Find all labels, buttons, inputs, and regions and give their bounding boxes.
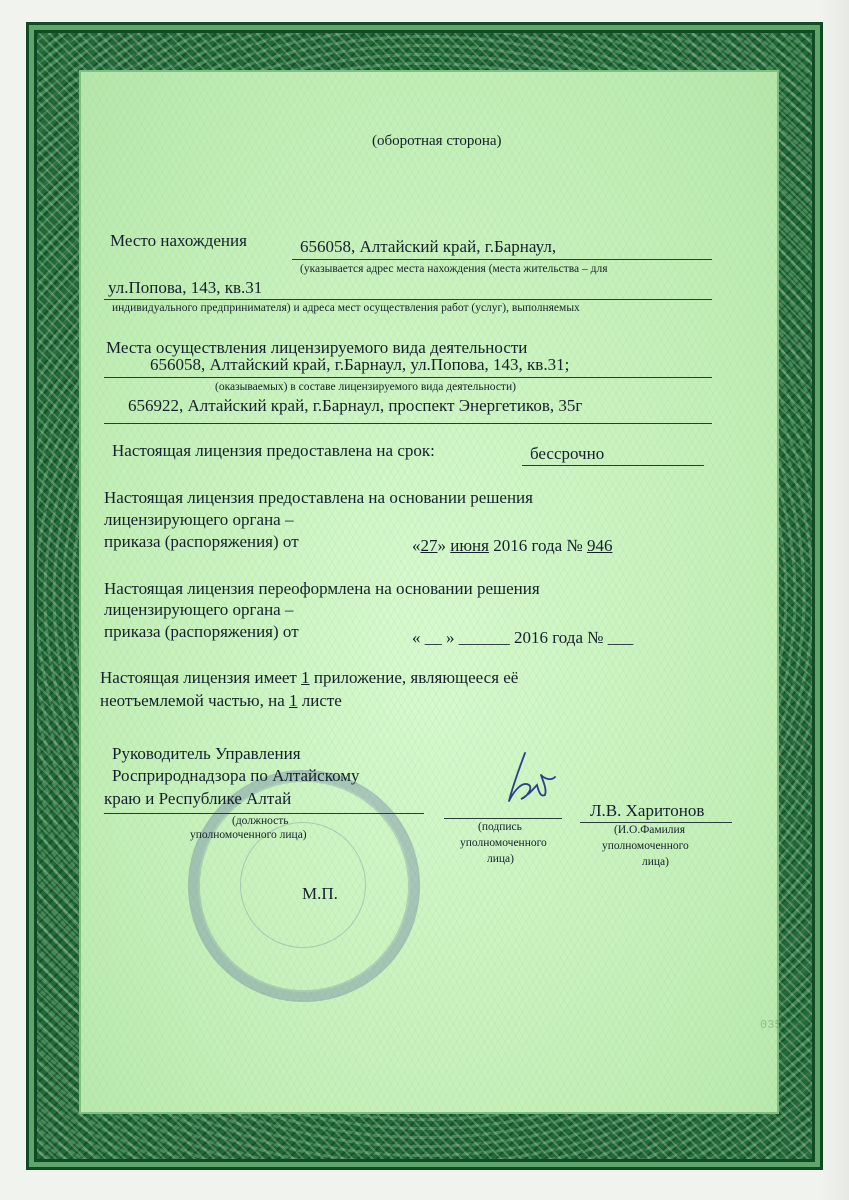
basis-line2: лицензирующего органа –: [104, 510, 294, 529]
location-line2: ул.Попова, 143, кв.31: [108, 278, 263, 297]
appendix-line1: Настоящая лицензия имеет 1 приложение, являющееся её: [100, 668, 519, 687]
reissue-line2: лицензирующего органа –: [104, 600, 294, 619]
reissue-line1: Настоящая лицензия переоформлена на основании решения: [104, 579, 540, 598]
name-hint2: уполномоченного: [602, 840, 689, 852]
name-hint3: лица): [642, 856, 669, 868]
location-hint1: (указывается адрес места нахождения (места жительства – для: [300, 263, 608, 275]
basis-line1: Настоящая лицензия предоставлена на основании решения: [104, 488, 533, 507]
signature-hint2: уполномоченного: [460, 837, 547, 849]
activity-places-label: Места осуществления лицензируемого вида деятельности: [106, 338, 528, 357]
basis-date: «27» июня 2016 года № 946: [412, 536, 613, 555]
location-line1: 656058, Алтайский край, г.Барнаул,: [300, 237, 557, 256]
signatory-name: Л.В. Харитонов: [590, 801, 705, 820]
position-hint2: уполномоченного лица): [190, 829, 307, 841]
location-line2-rule: [104, 299, 712, 300]
position-line3: краю и Республике Алтай: [104, 789, 292, 808]
term-label: Настоящая лицензия предоставлена на срок:: [112, 441, 435, 460]
activity-address-2-rule: [104, 423, 712, 424]
signature-hint1: (подпись: [478, 821, 522, 833]
location-hint2: индивидуального предпринимателя) и адреса мест осуществления работ (услуг), выполняемых: [112, 302, 580, 314]
basis-line3: приказа (распоряжения) от: [104, 532, 299, 551]
location-label: Место нахождения: [110, 231, 247, 250]
term-value: бессрочно: [530, 444, 605, 463]
activity-address-1: 656058, Алтайский край, г.Барнаул, ул.Попова, 143, кв.31;: [150, 355, 570, 374]
name-rule: [580, 822, 732, 823]
name-hint1: (И.О.Фамилия: [614, 824, 685, 836]
signature-image: [495, 745, 565, 815]
term-rule: [522, 465, 704, 466]
activity-address-1-rule: [104, 377, 712, 378]
position-line1: Руководитель Управления: [112, 744, 301, 763]
location-line1-rule: [292, 259, 712, 260]
activity-places-hint: (оказываемых) в составе лицензируемого вида деятельности): [215, 381, 516, 393]
signature-hint3: лица): [487, 853, 514, 865]
seal-place: М.П.: [302, 884, 338, 903]
signature-rule: [444, 818, 562, 819]
position-hint1: (должность: [232, 815, 289, 827]
reverse-side-caption: (оборотная сторона): [372, 133, 502, 149]
serial-number: 0355092: [760, 1018, 811, 1032]
appendix-line2: неотъемлемой частью, на 1 листе: [100, 691, 342, 710]
position-rule: [104, 813, 424, 814]
activity-address-2: 656922, Алтайский край, г.Барнаул, проспект Энергетиков, 35г: [128, 396, 583, 415]
position-line2: Росприроднадзора по Алтайскому: [112, 766, 360, 785]
reissue-line3: приказа (распоряжения) от: [104, 622, 299, 641]
reissue-date: « __ » ______ 2016 года № ___: [412, 628, 634, 647]
